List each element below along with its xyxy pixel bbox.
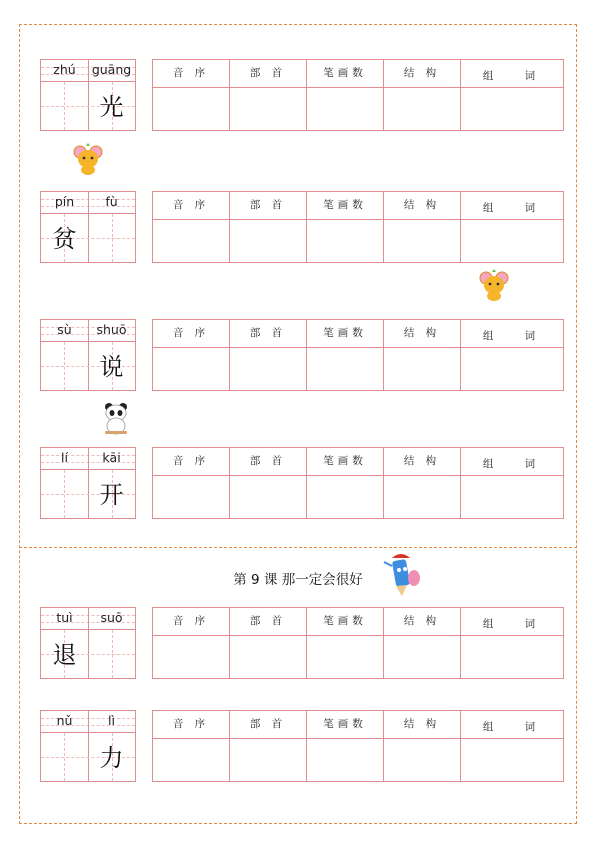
header-zuci: 组 词	[461, 608, 563, 636]
char-entry-2	[40, 319, 564, 393]
panda-sticker-icon	[100, 400, 132, 436]
header-yinxu: 音 序	[153, 192, 229, 220]
mouse-sticker-icon	[478, 268, 510, 302]
header-zuci: 组 词	[461, 711, 563, 739]
section-divider	[19, 547, 577, 548]
header-bihuashu: 笔画数	[307, 448, 383, 476]
tianzige-cell	[40, 319, 136, 391]
header-bihuashu: 笔画数	[307, 60, 383, 88]
analysis-table	[152, 447, 564, 519]
header-bihuashu: 笔画数	[307, 608, 383, 636]
header-yinxu: 音 序	[153, 608, 229, 636]
header-jiegou: 结 构	[384, 711, 460, 739]
hanzi-right[interactable]: 力	[99, 744, 124, 772]
header-yinxu: 音 序	[153, 60, 229, 88]
char-entry-3	[40, 447, 564, 521]
pinyin-left: tuì	[56, 610, 73, 625]
mouse-sticker-icon	[72, 142, 104, 176]
hanzi-right[interactable]: 开	[99, 481, 124, 509]
analysis-table	[152, 607, 564, 679]
pinyin-left: nǔ	[56, 713, 73, 728]
header-bushou: 部 首	[230, 608, 306, 636]
hanzi-left[interactable]	[41, 471, 88, 519]
analysis-table	[152, 319, 564, 391]
char-entry-1	[40, 191, 564, 265]
pinyin-right: kāi	[102, 450, 121, 465]
pinyin-left: lí	[61, 450, 68, 465]
hanzi-left[interactable]: 退	[52, 641, 77, 669]
header-bushou: 部 首	[230, 320, 306, 348]
char-entry-5	[40, 710, 564, 784]
tianzige-cell	[40, 191, 136, 263]
hanzi-left[interactable]	[41, 343, 88, 391]
header-jiegou: 结 构	[384, 192, 460, 220]
header-bihuashu: 笔画数	[307, 711, 383, 739]
analysis-table	[152, 59, 564, 131]
pinyin-right: fù	[105, 194, 118, 209]
hanzi-right[interactable]	[88, 215, 135, 263]
analysis-table	[152, 710, 564, 782]
hanzi-left[interactable]	[41, 734, 88, 782]
hanzi-left[interactable]	[41, 83, 88, 131]
pinyin-left: pín	[54, 194, 75, 209]
header-bihuashu: 笔画数	[307, 320, 383, 348]
header-jiegou: 结 构	[384, 608, 460, 636]
analysis-table	[152, 191, 564, 263]
pinyin-left: sù	[57, 322, 72, 337]
header-bushou: 部 首	[230, 192, 306, 220]
header-yinxu: 音 序	[153, 320, 229, 348]
pinyin-right: lì	[108, 713, 115, 728]
pinyin-left: zhú	[53, 62, 76, 77]
header-bihuashu: 笔画数	[307, 192, 383, 220]
header-yinxu: 音 序	[153, 711, 229, 739]
header-zuci: 组 词	[461, 448, 563, 476]
header-jiegou: 结 构	[384, 60, 460, 88]
pencil-mascot-icon	[380, 552, 424, 598]
pinyin-right: shuō	[96, 322, 127, 337]
pinyin-right: suō	[100, 610, 123, 625]
tianzige-cell	[40, 710, 136, 782]
char-entry-4	[40, 607, 564, 681]
header-jiegou: 结 构	[384, 448, 460, 476]
hanzi-right[interactable]: 光	[99, 93, 124, 121]
hanzi-right[interactable]: 说	[99, 353, 124, 381]
header-zuci: 组 词	[461, 60, 563, 88]
header-zuci: 组 词	[461, 192, 563, 220]
lesson-title: 第 9 课 那一定会很好	[233, 572, 363, 588]
header-jiegou: 结 构	[384, 320, 460, 348]
header-yinxu: 音 序	[153, 448, 229, 476]
hanzi-right[interactable]	[88, 631, 135, 679]
header-bushou: 部 首	[230, 448, 306, 476]
char-entry-0	[40, 59, 564, 133]
pinyin-right: guāng	[91, 62, 132, 77]
header-bushou: 部 首	[230, 711, 306, 739]
hanzi-left[interactable]: 贫	[52, 225, 77, 253]
header-bushou: 部 首	[230, 60, 306, 88]
header-zuci: 组 词	[461, 320, 563, 348]
tianzige-cell	[40, 447, 136, 519]
tianzige-cell	[40, 607, 136, 679]
tianzige-cell	[40, 59, 136, 131]
